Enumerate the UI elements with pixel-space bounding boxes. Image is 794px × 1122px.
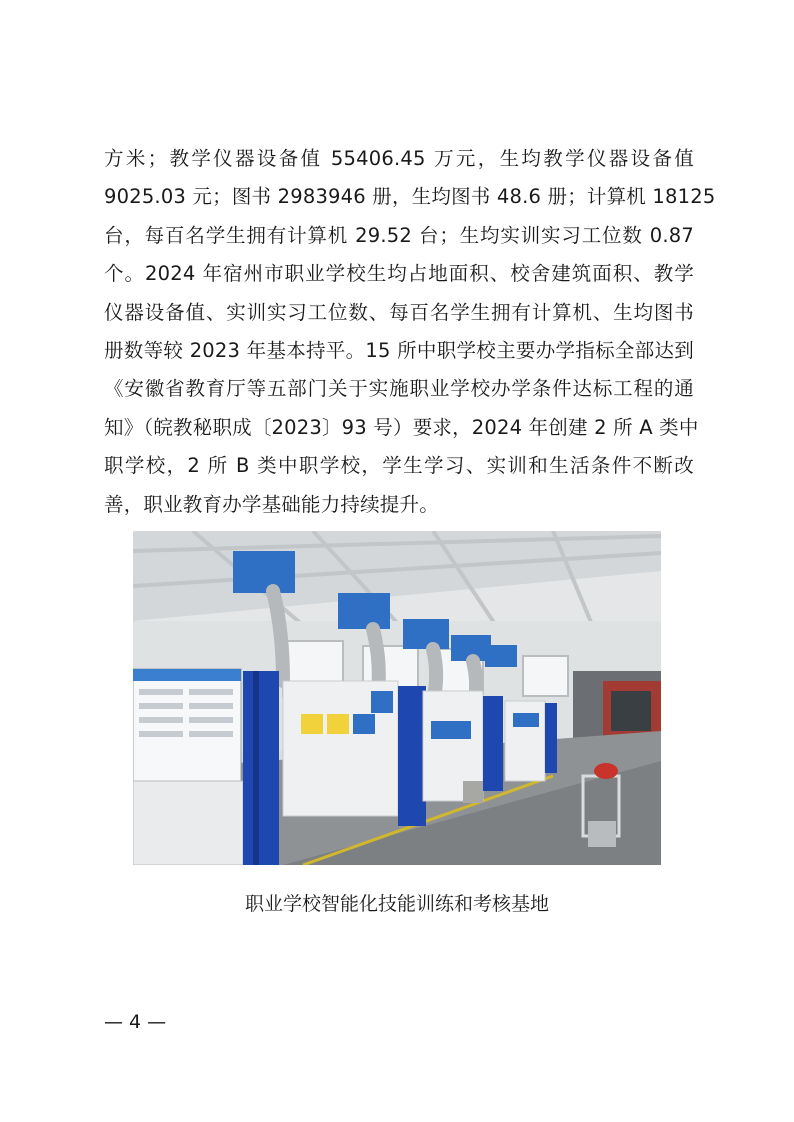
paragraph-line: 职学校，2 所 B 类中职学校，学生学习、实训和生活条件不断改	[104, 454, 694, 478]
paragraph-line: 善，职业教育办学基础能力持续提升。	[104, 492, 439, 516]
body-paragraph	[104, 140, 716, 524]
paragraph-line: 个。2024 年宿州市职业学校生均占地面积、校舍建筑面积、教学	[104, 262, 694, 286]
paragraph-line: 方米；教学仪器设备值 55406.45 万元，生均教学仪器设备值	[104, 147, 694, 170]
page-number: — 4 —	[104, 1011, 167, 1033]
paragraph-line: 仪器设备值、实训实习工位数、每百名学生拥有计算机、生均图书	[104, 300, 694, 324]
training-base-photo	[133, 531, 661, 865]
paragraph-line: 知》（皖教秘职成〔2023〕93 号）要求，2024 年创建 2 所 A 类中	[104, 415, 699, 439]
paragraph-line: 册数等较 2023 年基本持平。15 所中职学校主要办学指标全部达到	[104, 339, 694, 363]
paragraph-line: 台，每百名学生拥有计算机 29.52 台；生均实训实习工位数 0.87	[104, 223, 694, 247]
figure-caption: 职业学校智能化技能训练和考核基地	[244, 893, 549, 915]
paragraph-line: 9025.03 元；图书 2983946 册，生均图书 48.6 册；计算机 18125	[104, 185, 716, 209]
paragraph-line: 《安徽省教育厅等五部门关于实施职业学校办学条件达标工程的通	[104, 377, 694, 401]
